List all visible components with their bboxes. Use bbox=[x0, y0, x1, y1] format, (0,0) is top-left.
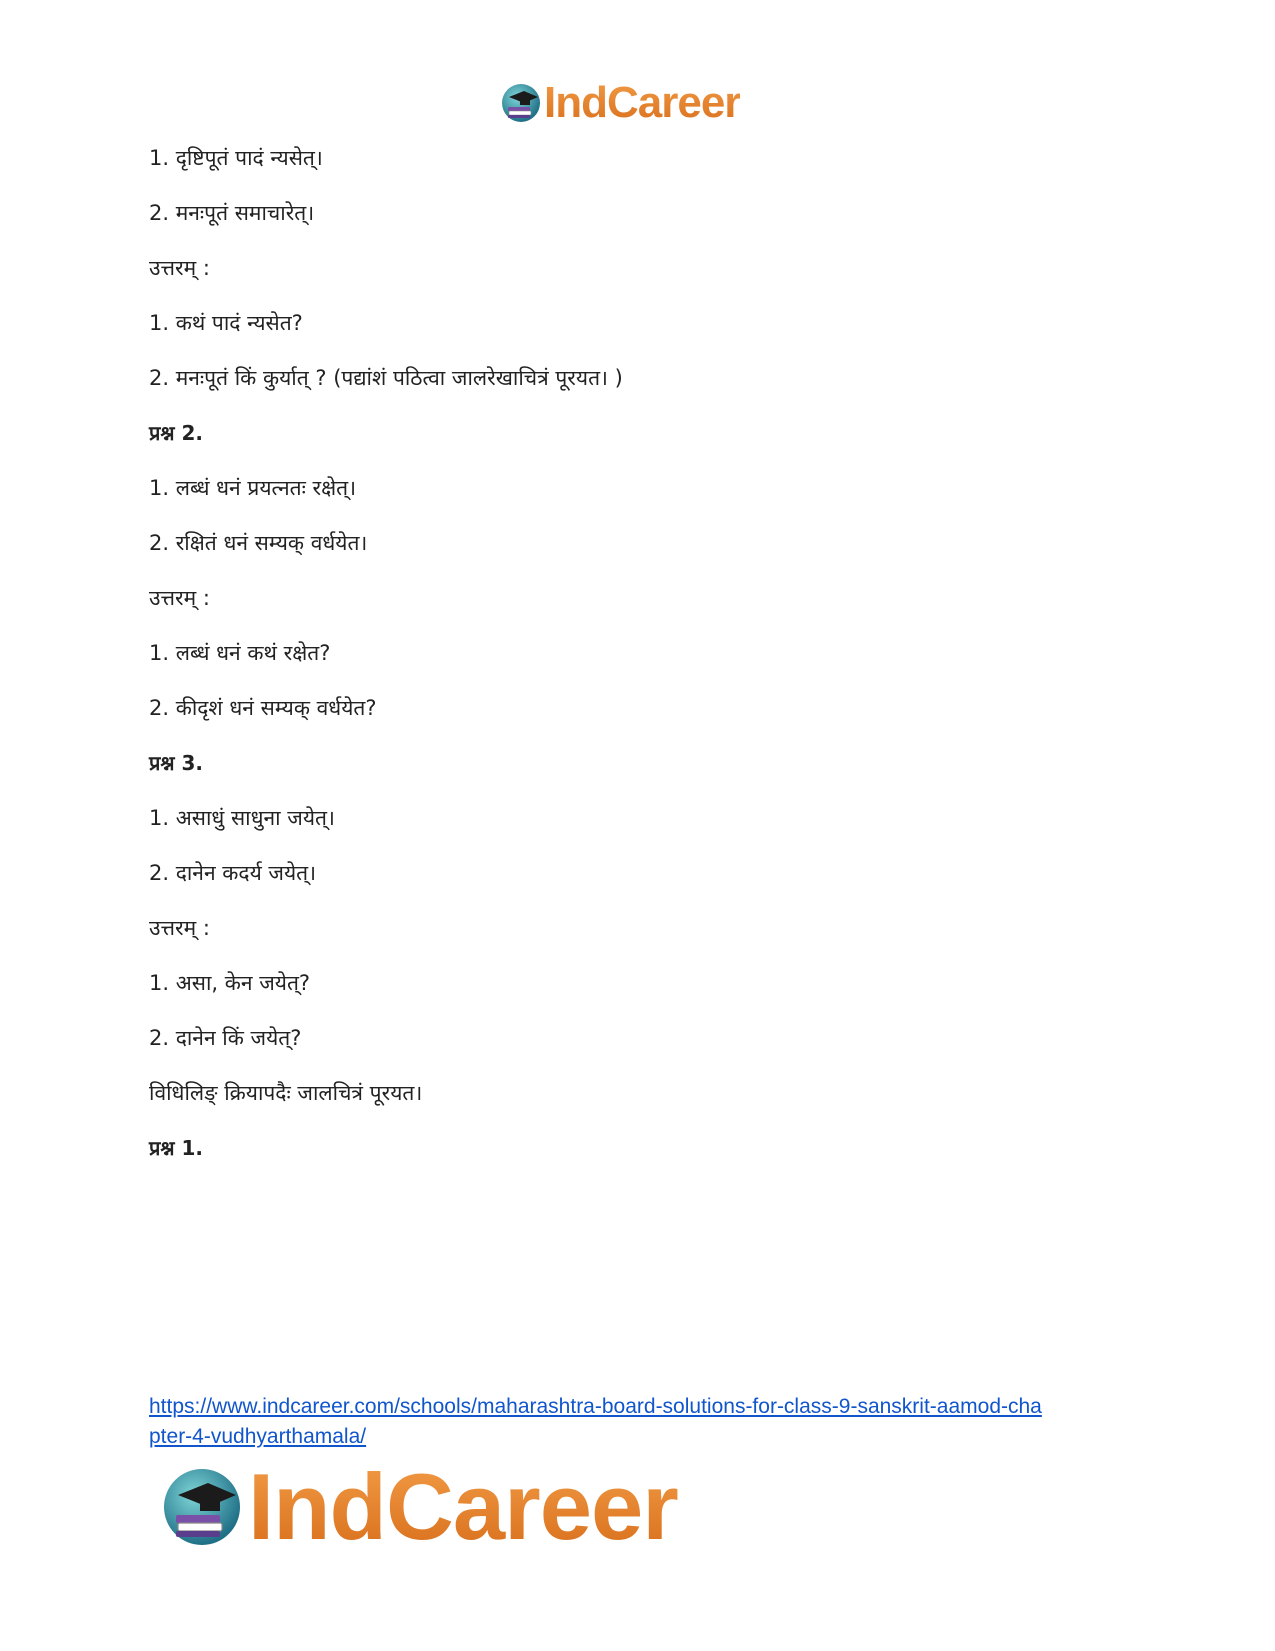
footer-logo bbox=[160, 1454, 678, 1559]
content-line: प्रश्न 1. bbox=[149, 1136, 203, 1160]
content-line: प्रश्न 3. bbox=[149, 751, 203, 775]
content-line: 2. दानेन किं जयेत्? bbox=[149, 1026, 302, 1050]
logo-wordmark: IndCareer bbox=[248, 1454, 678, 1559]
graduation-cap-books-icon bbox=[500, 82, 542, 124]
content-line: उत्तरम् : bbox=[149, 916, 210, 940]
url-line-2: pter-4-vudhyarthamala/ bbox=[149, 1425, 367, 1448]
content-line: 2. मनःपूतं समाचारेत्। bbox=[149, 201, 315, 225]
content-line: 1. लब्धं धनं प्रयत्नतः रक्षेत्। bbox=[149, 476, 357, 500]
content-line: 1. असाधुं साधुना जयेत्। bbox=[149, 806, 335, 830]
content-line: उत्तरम् : bbox=[149, 256, 210, 280]
header-logo bbox=[500, 80, 740, 126]
content-line: 2. कीदृशं धनं सम्यक् वर्धयेत? bbox=[149, 696, 377, 720]
content-line: 1. कथं पादं न्यसेत? bbox=[149, 311, 303, 335]
content-line: विधिलिङ् क्रियापदैः जालचित्रं पूरयत। bbox=[149, 1081, 423, 1105]
source-url-link[interactable] bbox=[149, 1392, 1129, 1452]
document-body bbox=[149, 143, 1129, 1188]
content-line: 2. रक्षितं धनं सम्यक् वर्धयेत। bbox=[149, 531, 368, 555]
content-line: 2. मनःपूतं किं कुर्यात् ? (पद्यांशं पठित्वा जालरेखाचित्रं पूरयत। ) bbox=[149, 366, 623, 390]
content-line: 1. असा, केन जयेत्? bbox=[149, 971, 311, 995]
content-line: 1. दृष्टिपूतं पादं न्यसेत्। bbox=[149, 146, 323, 170]
graduation-cap-books-icon bbox=[160, 1465, 244, 1549]
logo-wordmark: IndCareer bbox=[544, 78, 741, 127]
url-line-1: https://www.indcareer.com/schools/maharashtra-board-solutions-for-class-9-sanskrit-aamod-cha bbox=[149, 1395, 1042, 1418]
content-line: प्रश्न 2. bbox=[149, 421, 203, 445]
content-line: 2. दानेन कदर्य जयेत्। bbox=[149, 861, 317, 885]
content-line: 1. लब्धं धनं कथं रक्षेत? bbox=[149, 641, 331, 665]
content-line: उत्तरम् : bbox=[149, 586, 210, 610]
